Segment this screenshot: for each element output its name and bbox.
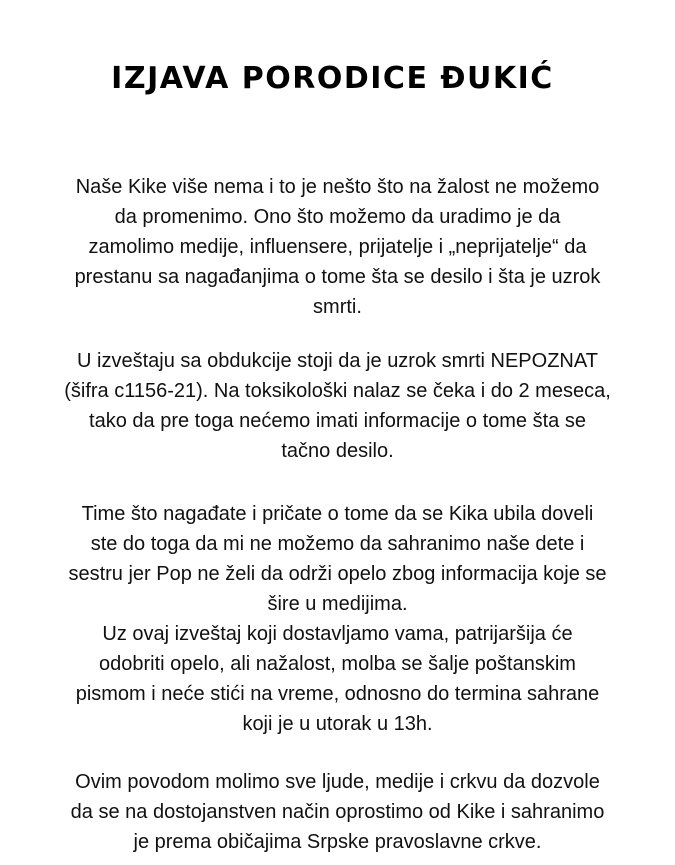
paragraph-3: [10, 499, 665, 739]
text-line: da promenimo. Ono što možemo da uradimo je da: [114, 206, 561, 228]
text-line: (šifra c1156-21). Na toksikološki nalaz se čeka i do 2 meseca,: [64, 380, 611, 402]
paragraph-1: [10, 172, 665, 322]
text-line: šire u medijima.: [267, 593, 408, 615]
paragraph-2: [10, 346, 665, 466]
text-line: tako da pre toga nećemo imati informacije o tome šta se: [89, 410, 586, 432]
text-line: smrti.: [313, 296, 362, 318]
text-line: U izveštaju sa obdukcije stoji da je uzrok smrti NEPOZNAT: [77, 350, 598, 372]
text-line: Time što nagađate i pričate o tome da se Kika ubila doveli: [81, 503, 594, 525]
text-line: pismom i neće stići na vreme, odnosno do termina sahrane: [75, 683, 600, 705]
text-line: zamolimo medije, influensere, prijatelje i „neprijatelje“ da: [88, 236, 587, 258]
text-line: da se na dostojanstven način oprostimo od Kike i sahranimo: [70, 801, 605, 823]
text-line: prestanu sa nagađanjima o tome šta se desilo i šta je uzrok: [74, 266, 601, 288]
text-line: tačno desilo.: [281, 440, 394, 462]
page-title: IZJAVA PORODICE ĐUKIĆ: [111, 61, 554, 96]
text-line: ste do toga da mi ne možemo da sahranimo naše dete i: [90, 533, 585, 555]
text-line: sestru jer Pop ne želi da održi opelo zbog informacija koje se: [68, 563, 607, 585]
text-line: Naše Kike više nema i to je nešto što na žalost ne možemo: [75, 176, 600, 198]
text-line: Ovim povodom molimo sve ljude, medije i crkvu da dozvole: [75, 771, 600, 793]
text-line: Uz ovaj izveštaj koji dostavljamo vama, patrijaršija će: [102, 623, 573, 645]
paragraph-4: [10, 767, 665, 857]
text-line: odobriti opelo, ali nažalost, molba se šalje poštanskim: [99, 653, 576, 675]
text-line: je prema običajima Srpske pravoslavne crkve.: [133, 831, 542, 853]
text-line: koji je u utorak u 13h.: [242, 713, 433, 735]
